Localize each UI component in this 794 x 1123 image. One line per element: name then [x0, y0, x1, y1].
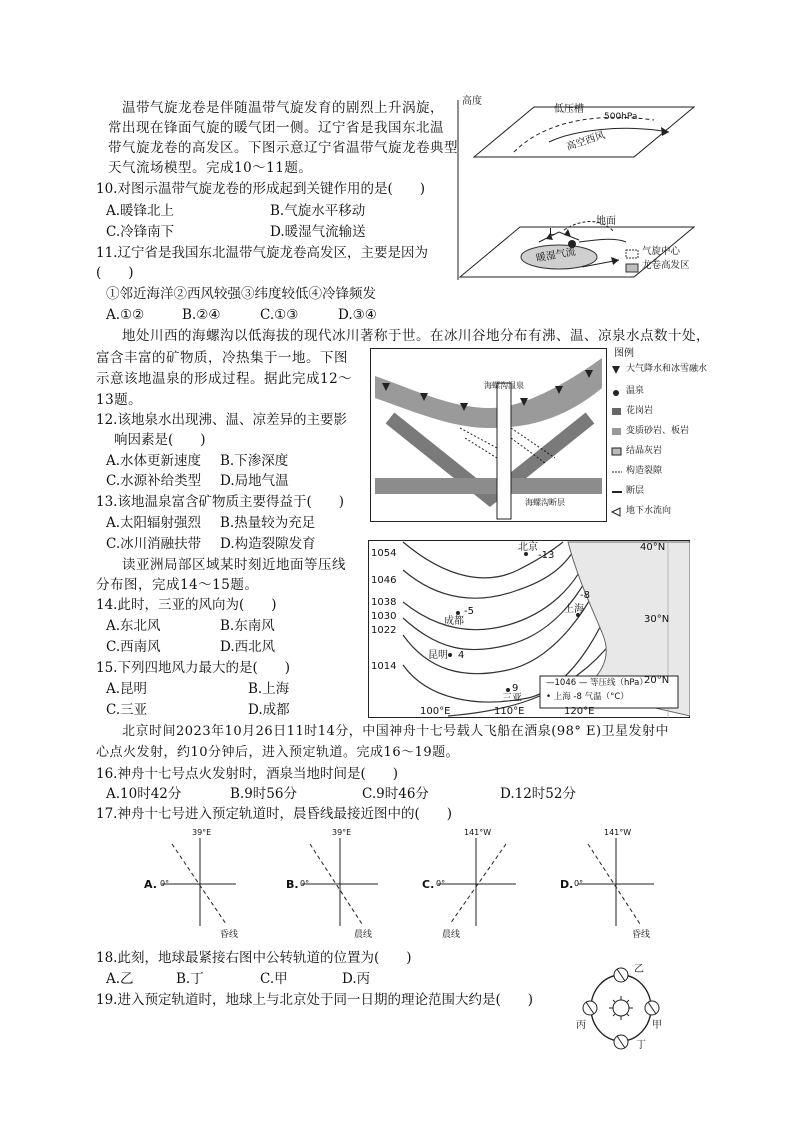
legend-item: 花岗岩 — [626, 406, 654, 416]
option-d[interactable]: D.构造裂隙发育 — [220, 536, 316, 552]
earth-orbit-diagram — [566, 958, 676, 1058]
intro-line: 读亚洲局部区域某时刻近地面等压线 — [122, 557, 346, 573]
intro-line: 带气旋龙卷的高发区。下图示意辽宁省温带气旋龙卷典型 — [108, 140, 458, 156]
option-c[interactable]: C.西南风 — [106, 639, 161, 655]
question-13-stem: 13.该地温泉富含矿物质主要得益于( ) — [96, 494, 345, 510]
orbit-label-yi: 乙 — [634, 964, 644, 975]
legend-item: 温泉 — [626, 386, 645, 396]
legend-cyclone-center: 气旋中心 — [642, 246, 681, 257]
lon-label: 120°E — [564, 706, 595, 717]
option-c[interactable]: C.甲 — [260, 971, 288, 987]
fault-label: 海螺沟断层 — [525, 498, 565, 507]
terminator-label: 晨线 — [442, 930, 461, 940]
isobar-label: 1054 — [371, 548, 397, 559]
legend-item: 地下水流向 — [626, 506, 672, 516]
option-d[interactable]: D.丙 — [342, 971, 371, 987]
option-b[interactable]: B.9时56分 — [230, 786, 297, 802]
option-b[interactable]: B.下渗深度 — [220, 453, 289, 469]
temp-kunming: 4 — [458, 650, 465, 661]
equator-label: 0° — [160, 879, 170, 888]
low-label: L — [549, 227, 555, 238]
option-a[interactable]: A.①② — [106, 307, 145, 323]
intro-line: 北京时间2023年10月26日11时14分，中国神舟十七号载人飞船在酒泉(98° E)卫星发射中 — [122, 724, 670, 739]
option-b-diagram[interactable] — [282, 826, 382, 944]
lat-label: 20°N — [644, 675, 670, 686]
option-b[interactable]: B.气旋水平移动 — [270, 203, 366, 219]
temp-beijing: -13 — [538, 550, 555, 561]
level-label: 500hPa — [604, 112, 638, 122]
option-a[interactable]: A.10时42分 — [106, 786, 182, 802]
intro-line: 天气流场模型。完成10～11题。 — [108, 160, 313, 176]
meridian-label: 141°W — [464, 828, 492, 837]
ground-label: 地面 — [596, 216, 616, 227]
question-19-stem: 19.进入预定轨道时，地球上与北京处于同一日期的理论范围大约是( ) — [96, 992, 534, 1008]
question-12-stem: 12.该地泉水出现沸、温、凉差异的主要影 — [96, 412, 347, 428]
legend-item: 大气降水和冰雪融水 — [626, 364, 708, 374]
intro-line: 13题。 — [96, 392, 143, 408]
question-15-stem: 15.下列四地风力最大的是( ) — [96, 660, 291, 676]
option-c[interactable]: C.冷锋南下 — [106, 224, 175, 240]
option-b[interactable]: B.上海 — [248, 681, 290, 697]
option-c-diagram[interactable] — [420, 826, 520, 944]
intro-line: 富含丰富的矿物质，冷热集于一地。下图 — [96, 350, 348, 366]
question-12-stem-cont: 响因素是( ) — [114, 432, 206, 448]
question-11-items: ①邻近海洋②西风较强③纬度较低④冷锋频发 — [106, 286, 376, 302]
tornado-flow-diagram — [454, 92, 712, 282]
orbit-label-bing: 丙 — [576, 1020, 586, 1031]
trough-label: 低压槽 — [554, 104, 584, 115]
intro-line: 地处川西的海螺沟以低海拔的现代冰川著称于世。在冰川谷地分布有沸、温、凉泉水点数十处， — [122, 328, 710, 344]
isobar-label: 1038 — [371, 597, 397, 608]
question-16-stem: 16.神舟十七号点火发射时，酒泉当地时间是( ) — [96, 766, 399, 782]
lat-label: 30°N — [644, 614, 670, 625]
option-d[interactable]: D.成都 — [248, 702, 290, 718]
question-10-stem: 10.对图示温带气旋龙卷的形成起到关键作用的是( ) — [96, 181, 426, 197]
option-d[interactable]: D.12时52分 — [500, 786, 576, 802]
option-letter: A. — [144, 878, 157, 891]
legend-tornado-area: 龙卷高发区 — [642, 260, 690, 271]
legend-item: 断层 — [626, 486, 645, 496]
city-chengdu: 成都 — [444, 616, 464, 627]
option-a[interactable]: A.乙 — [106, 971, 134, 987]
terminator-label: 昏线 — [632, 930, 651, 940]
option-letter: C. — [422, 878, 435, 891]
lon-label: 100°E — [420, 706, 451, 717]
isobar-label: 1022 — [371, 625, 397, 636]
equator-label: 0° — [436, 879, 446, 888]
meridian-label: 39°E — [192, 828, 212, 837]
option-c[interactable]: C.冰川消融扶带 — [106, 536, 202, 552]
terminator-label: 晨线 — [354, 930, 373, 940]
city-sanya: 三亚 — [502, 693, 522, 704]
hot-spring-diagram — [370, 348, 712, 522]
isobar-label: 1030 — [371, 611, 397, 622]
legend-item: 构造裂隙 — [626, 466, 663, 476]
option-c[interactable]: C.三亚 — [106, 702, 148, 718]
intro-line: 温带气旋龙卷是伴随温带气旋发育的剧烈上升涡旋， — [122, 100, 444, 116]
option-c[interactable]: C.水源补给类型 — [106, 473, 202, 489]
question-17-stem: 17.神舟十七号进入预定轨道时，晨昏线最接近图中的( ) — [96, 806, 453, 822]
legend-item: 结晶灰岩 — [626, 446, 663, 456]
option-d-diagram[interactable] — [558, 826, 658, 944]
option-b[interactable]: B.东南风 — [220, 618, 275, 634]
option-b[interactable]: B.丁 — [176, 971, 204, 987]
question-11-stem: 11.辽宁省是我国东北温带气旋龙卷高发区，主要是因为 — [96, 245, 428, 261]
temp-sanya: 9 — [512, 683, 519, 694]
orbit-label-ding: 丁 — [636, 1040, 646, 1051]
intro-line: 示意该地温泉的形成过程。据此完成12～ — [96, 371, 353, 387]
spring-top-label: 海螺沟温泉 — [484, 381, 524, 390]
equator-label: 0° — [300, 879, 310, 888]
temp-chengdu: -5 — [464, 606, 474, 617]
equator-label: 0° — [574, 879, 584, 888]
option-d[interactable]: D.暖湿气流输送 — [270, 224, 366, 240]
question-14-stem: 14.此时，三亚的风向为( ) — [96, 597, 277, 613]
option-a[interactable]: A.东北风 — [106, 618, 161, 634]
westerly-label: 高空西风 — [565, 130, 607, 153]
intro-line: 常出现在锋面气旋的暖气团一侧。辽宁省是我国东北温 — [108, 120, 444, 136]
isobar-label: 1014 — [371, 661, 397, 672]
intro-line: 心点火发射，约10分钟后，进入预定轨道。完成16～19题。 — [96, 745, 460, 760]
option-b[interactable]: B.热量较为充足 — [220, 515, 316, 531]
answer-paren: ( ) — [96, 265, 134, 281]
map-legend-temp: • 上海 -8 气温（°C） — [546, 692, 629, 702]
option-b[interactable]: B.②④ — [182, 307, 221, 323]
terminator-label: 昏线 — [220, 930, 239, 940]
lat-label: 40°N — [640, 542, 666, 553]
city-beijing: 北京 — [518, 542, 538, 553]
option-a[interactable]: A.水体更新速度 — [106, 453, 202, 469]
option-letter: B. — [286, 878, 299, 891]
option-a[interactable]: A.暖锋北上 — [106, 203, 175, 219]
city-kunming: 昆明 — [428, 650, 448, 661]
legend-title: 图例 — [614, 348, 634, 359]
option-c[interactable]: C.①③ — [260, 307, 299, 323]
meridian-label: 39°E — [332, 828, 352, 837]
isobar-label: 1046 — [371, 575, 397, 586]
meridian-label: 141°W — [604, 828, 632, 837]
axis-label-height: 高度 — [462, 96, 482, 107]
option-d[interactable]: D.西北风 — [220, 639, 276, 655]
question-18-stem: 18.此刻，地球最紧接右图中公转轨道的位置为( ) — [96, 950, 412, 966]
option-a[interactable]: A.昆明 — [106, 681, 148, 697]
option-letter: D. — [560, 878, 574, 891]
option-a[interactable]: A.太阳辐射强烈 — [106, 515, 202, 531]
city-shanghai: 上海 — [564, 604, 584, 615]
option-d[interactable]: D.③④ — [338, 307, 377, 323]
option-c[interactable]: C.9时46分 — [362, 786, 429, 802]
temp-shanghai: -8 — [580, 590, 590, 601]
intro-line: 分布图，完成14～15题。 — [96, 577, 259, 593]
orbit-label-jia: 甲 — [652, 1020, 662, 1031]
option-d[interactable]: D.局地气温 — [220, 473, 289, 489]
flow-label: 暖湿气流 — [535, 246, 577, 265]
map-legend-isobar: —1046 — 等压线（hPa） — [546, 678, 648, 688]
legend-item: 变质砂岩、板岩 — [626, 426, 690, 436]
lon-label: 110°E — [494, 706, 525, 717]
isobar-map — [368, 540, 690, 718]
option-a-diagram[interactable] — [140, 826, 240, 944]
